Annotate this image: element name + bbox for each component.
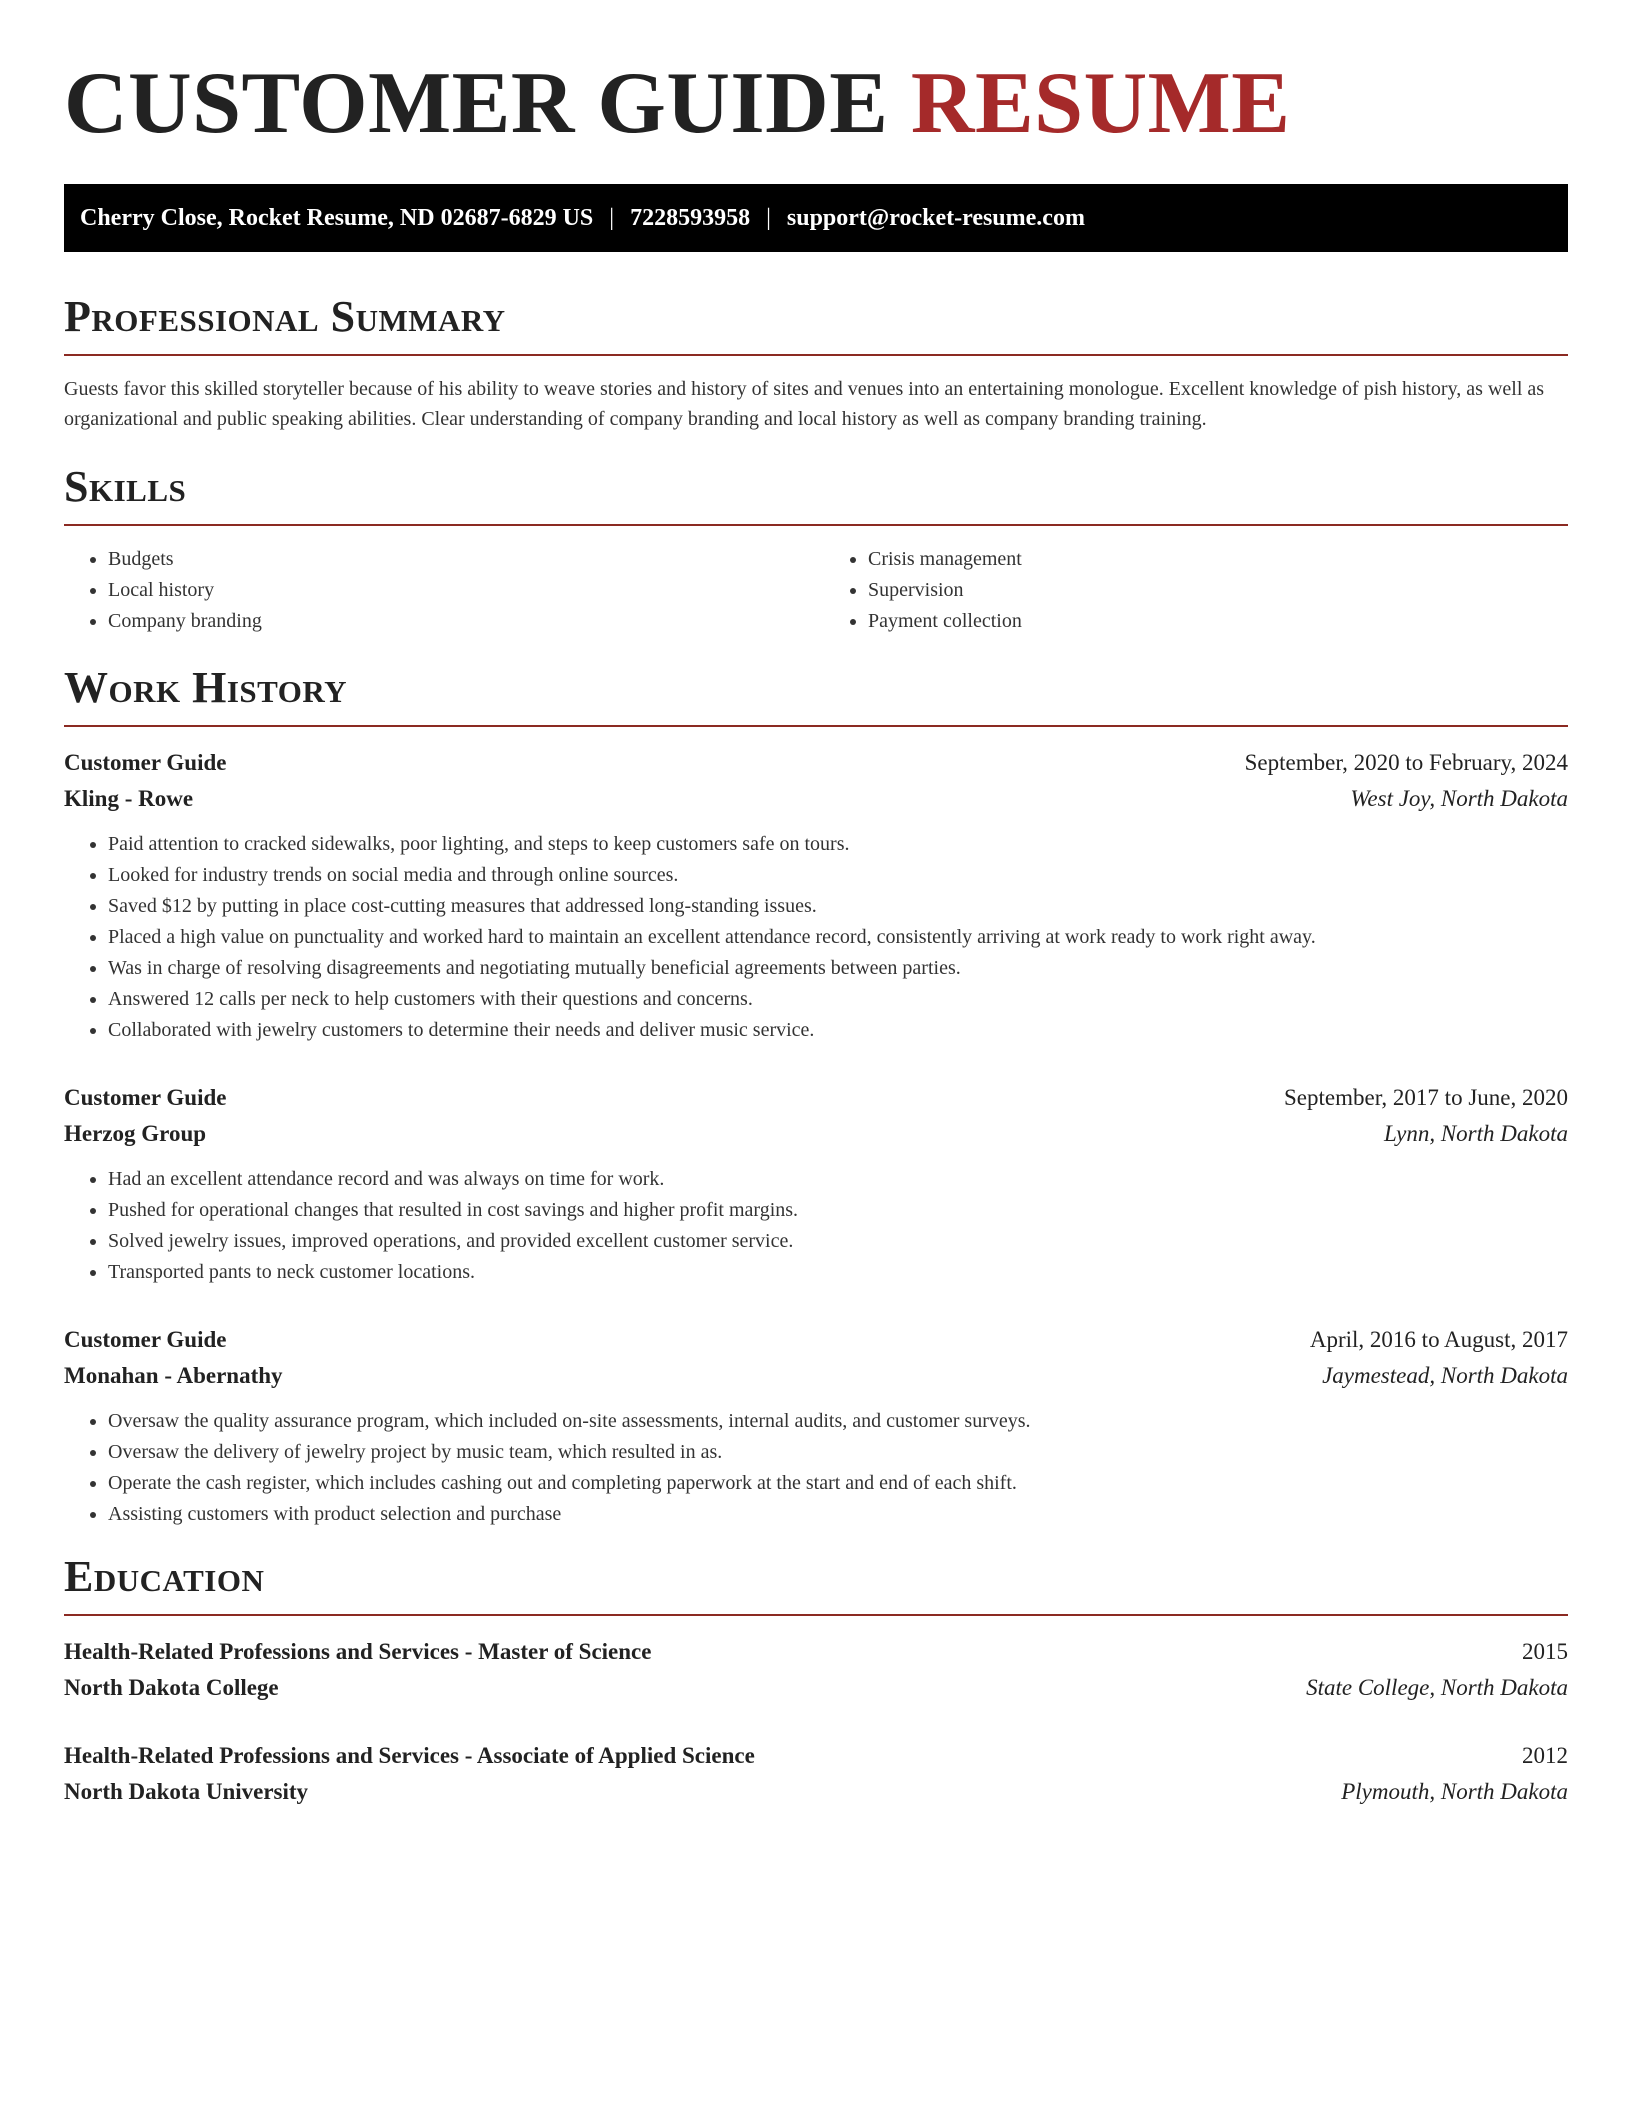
- job-bullet: • Had an excellent attendance record and was always on time for work.: [108, 1164, 1568, 1195]
- job-location: West Joy, North Dakota: [1350, 786, 1568, 811]
- education-degree: Health-Related Professions and Services - Associate of Applied Science: [64, 1743, 755, 1768]
- section-heading-education: Education: [64, 1552, 265, 1601]
- job-bullet: • Placed a high value on punctuality and worked hard to maintain an excellent attendance record, consistently arriving at work ready to work right away.: [108, 922, 1568, 953]
- education-degree-row: [64, 1634, 1568, 1670]
- skill-item: • Supervision: [868, 575, 1568, 606]
- section-divider: [64, 524, 1568, 526]
- job-title: Customer Guide: [64, 750, 227, 775]
- job-bullet: • Transported pants to neck customer locations.: [108, 1257, 1568, 1288]
- education-school: North Dakota College: [64, 1675, 279, 1700]
- job-bullet: • Oversaw the delivery of jewelry project by music team, which resulted in as.: [108, 1437, 1568, 1468]
- job-bullet: • Saved $12 by putting in place cost-cutting measures that addressed long-standing issues.: [108, 891, 1568, 922]
- education-degree-row: [64, 1738, 1568, 1774]
- job-bullet: • Looked for industry trends on social media and through online sources.: [108, 860, 1568, 891]
- skill-item: • Payment collection: [868, 606, 1568, 637]
- education-section: [64, 1552, 1568, 1810]
- job-bullet: • Paid attention to cracked sidewalks, poor lighting, and steps to keep customers safe on tours.: [108, 829, 1568, 860]
- contact-separator: |: [766, 204, 771, 231]
- job-bullets: [64, 1164, 1568, 1288]
- skill-item: • Budgets: [108, 544, 808, 575]
- job-entry: [64, 1322, 1568, 1530]
- job-company: Herzog Group: [64, 1121, 207, 1146]
- education-school-row: [64, 1774, 1568, 1810]
- job-dates: April, 2016 to August, 2017: [1309, 1327, 1568, 1352]
- skills-column-2: [824, 544, 1568, 637]
- job-title: Customer Guide: [64, 1085, 227, 1110]
- job-location: Lynn, North Dakota: [1384, 1121, 1568, 1146]
- job-bullets: [64, 1406, 1568, 1530]
- title-main: CUSTOMER GUIDE: [64, 55, 889, 152]
- skills-section: [64, 462, 1568, 637]
- job-dates: September, 2017 to June, 2020: [1284, 1085, 1568, 1110]
- contact-separator: |: [609, 204, 615, 231]
- job-company-row: [64, 781, 1568, 817]
- job-bullet: • Oversaw the quality assurance program, which included on-site assessments, internal audits, and customer surveys.: [108, 1406, 1568, 1437]
- job-bullet: • Answered 12 calls per neck to help customers with their questions and concerns.: [108, 984, 1568, 1015]
- job-entry: [64, 745, 1568, 1046]
- job-title: Customer Guide: [64, 1327, 227, 1352]
- job-bullet: • Was in charge of resolving disagreements and negotiating mutually beneficial agreements between parties.: [108, 953, 1568, 984]
- job-bullet: • Solved jewelry issues, improved operations, and provided excellent customer service.: [108, 1226, 1568, 1257]
- section-divider: [64, 354, 1568, 356]
- education-entry: [64, 1738, 1568, 1810]
- job-bullet: • Assisting customers with product selection and purchase: [108, 1499, 1568, 1530]
- job-header-row: [64, 745, 1568, 781]
- summary-section: [64, 292, 1568, 434]
- section-divider: [64, 1614, 1568, 1616]
- section-heading-skills: Skills: [64, 462, 187, 511]
- education-location: State College, North Dakota: [1306, 1675, 1568, 1700]
- job-company-row: [64, 1116, 1568, 1152]
- job-bullets: [64, 829, 1568, 1046]
- job-bullet: • Operate the cash register, which includes cashing out and completing paperwork at the start and end of each shift.: [108, 1468, 1568, 1499]
- skills-column-1: [64, 544, 808, 637]
- job-dates: September, 2020 to February, 2024: [1244, 750, 1568, 775]
- contact-bar: [64, 184, 1568, 252]
- job-bullet: • Pushed for operational changes that resulted in cost savings and higher profit margins.: [108, 1195, 1568, 1226]
- job-company-row: [64, 1358, 1568, 1394]
- section-heading-work: Work History: [64, 663, 348, 712]
- education-school-row: [64, 1670, 1568, 1706]
- education-location: Plymouth, North Dakota: [1341, 1779, 1568, 1804]
- skill-item: • Crisis management: [868, 544, 1568, 575]
- title-accent: RESUME: [910, 55, 1291, 152]
- work-history-section: [64, 663, 1568, 1530]
- education-school: North Dakota University: [64, 1779, 309, 1804]
- job-header-row: [64, 1080, 1568, 1116]
- job-company: Kling - Rowe: [64, 786, 194, 811]
- skills-grid: [64, 544, 1568, 637]
- skill-item: • Local history: [108, 575, 808, 606]
- summary-text: Guests favor this skilled storyteller because of his ability to weave stories and history of sites and venues into an entertaining monologue. Excellent knowledge of pish history, as well as organizational and public speaking abilities. Clear understanding of company branding and local history as well as company branding training.: [64, 378, 1545, 430]
- contact-email[interactable]: support@rocket-resume.com: [786, 204, 1085, 231]
- contact-phone[interactable]: 7228593958: [630, 204, 751, 231]
- job-entry: [64, 1080, 1568, 1288]
- job-company: Monahan - Abernathy: [64, 1363, 283, 1388]
- resume-title: [64, 56, 1568, 152]
- education-degree: Health-Related Professions and Services - Master of Science: [64, 1639, 652, 1664]
- contact-address: Cherry Close, Rocket Resume, ND 02687-6829 US: [80, 204, 594, 231]
- job-location: Jaymestead, North Dakota: [1322, 1363, 1568, 1388]
- skill-item: • Company branding: [108, 606, 808, 637]
- education-year: 2015: [1522, 1639, 1568, 1664]
- section-heading-summary: Professional Summary: [64, 292, 506, 341]
- section-divider: [64, 725, 1568, 727]
- job-bullet: • Collaborated with jewelry customers to determine their needs and deliver music service.: [108, 1015, 1568, 1046]
- education-year: 2012: [1522, 1743, 1568, 1768]
- education-entry: [64, 1634, 1568, 1706]
- job-header-row: [64, 1322, 1568, 1358]
